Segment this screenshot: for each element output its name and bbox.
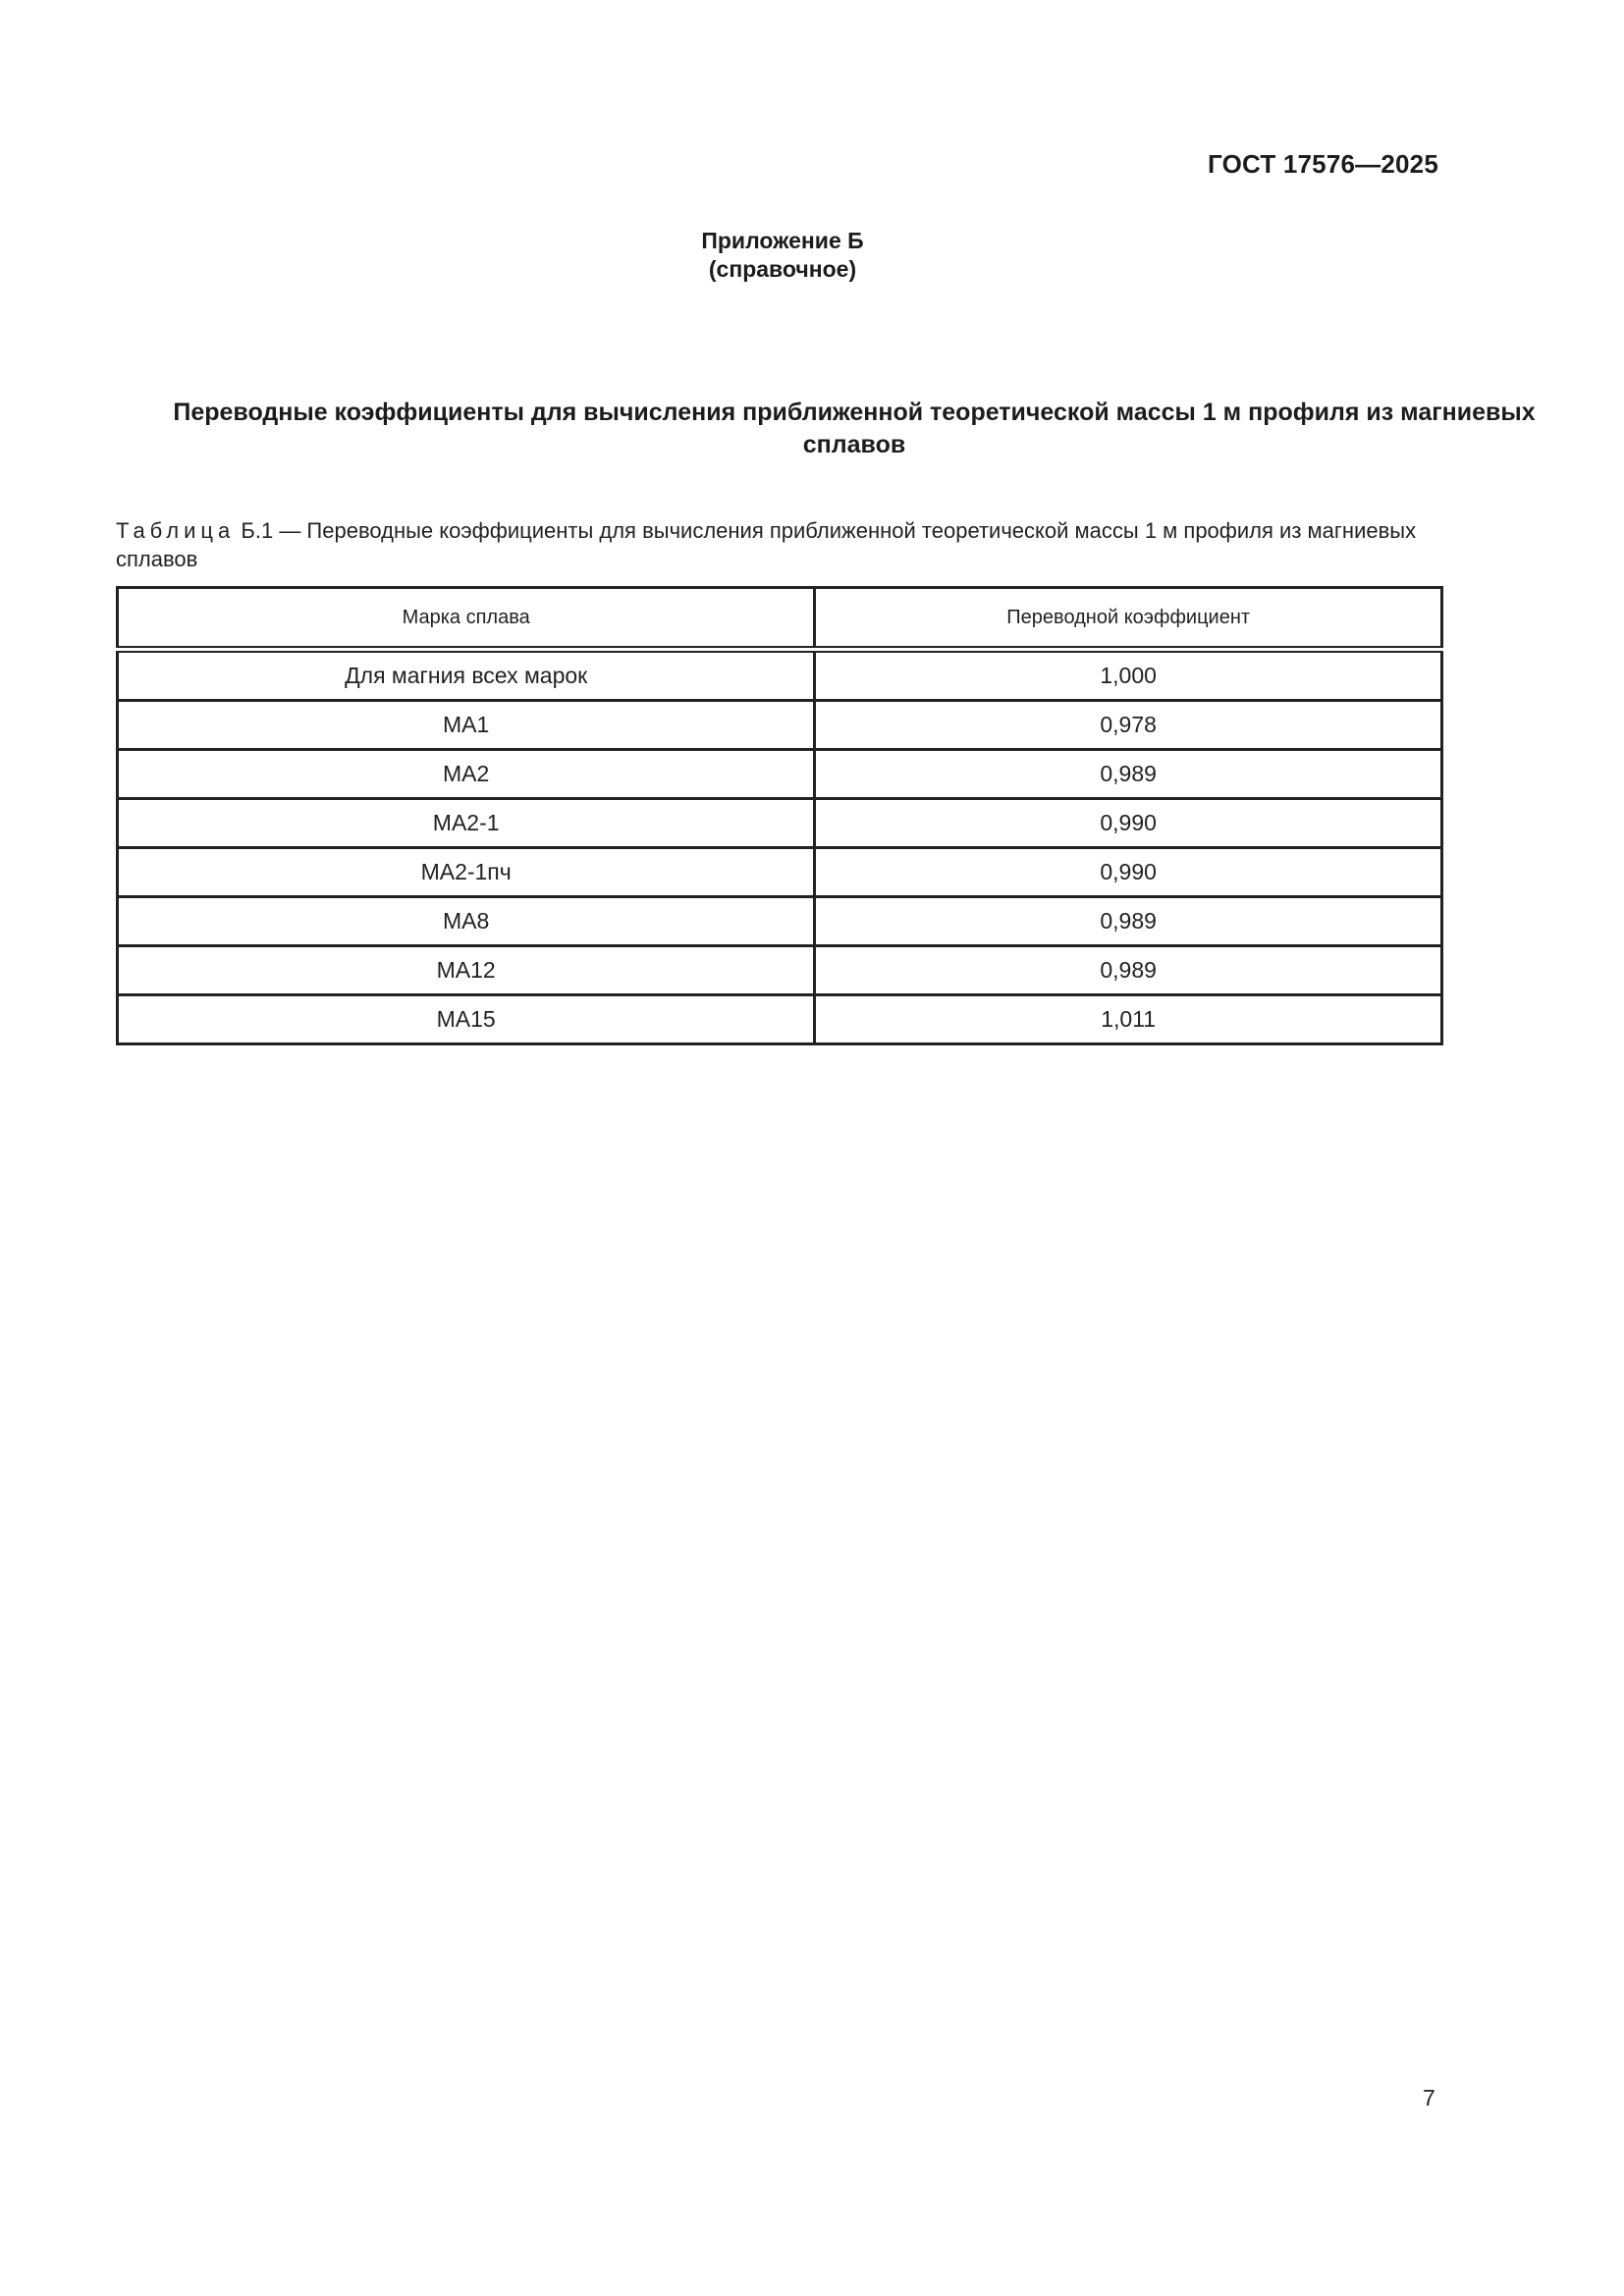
table-row	[118, 946, 1442, 995]
table-caption-text: — Переводные коэффициенты для вычисления приближенной теоретической массы 1 м профиля из магниевых сплавов	[116, 518, 1417, 571]
coefficient-cell: 0,989	[815, 750, 1442, 799]
document-code: ГОСТ 17576—2025	[1208, 149, 1438, 179]
coefficient-cell: 1,000	[815, 650, 1442, 701]
alloy-cell: МА8	[118, 897, 815, 946]
table-row	[118, 995, 1442, 1044]
table-row	[118, 701, 1442, 750]
coefficient-cell: 0,990	[815, 799, 1442, 848]
table-caption-label: Таблица	[116, 518, 236, 543]
table-caption-number: Б.1	[241, 518, 274, 543]
table-row	[118, 848, 1442, 897]
table-row	[118, 897, 1442, 946]
coefficients-table	[116, 586, 1443, 1045]
coefficient-cell: 0,989	[815, 946, 1442, 995]
coefficient-cell: 0,990	[815, 848, 1442, 897]
alloy-cell: МА2	[118, 750, 815, 799]
column-header-alloy: Марка сплава	[118, 588, 815, 650]
coefficient-cell: 1,011	[815, 995, 1442, 1044]
table-row	[118, 650, 1442, 701]
table-caption	[116, 516, 1451, 573]
alloy-cell: МА2-1	[118, 799, 815, 848]
page-number: 7	[1423, 2085, 1435, 2110]
alloy-cell: Для магния всех марок	[118, 650, 815, 701]
appendix-title: Приложение Б	[701, 228, 864, 253]
column-header-coefficient: Переводной коэффициент	[815, 588, 1442, 650]
appendix-heading	[0, 227, 1565, 284]
alloy-cell: МА2-1пч	[118, 848, 815, 897]
table-header-row	[118, 588, 1442, 650]
alloy-cell: МА1	[118, 701, 815, 750]
section-title: Переводные коэффициенты для вычисления приближенной теоретической массы 1 м профиля из магниевых сплавов	[173, 399, 1536, 458]
table-row	[118, 750, 1442, 799]
coefficient-cell: 0,989	[815, 897, 1442, 946]
table-row	[118, 799, 1442, 848]
coefficient-cell: 0,978	[815, 701, 1442, 750]
alloy-cell: МА15	[118, 995, 815, 1044]
alloy-cell: МА12	[118, 946, 815, 995]
appendix-subtitle: (справочное)	[708, 256, 857, 282]
